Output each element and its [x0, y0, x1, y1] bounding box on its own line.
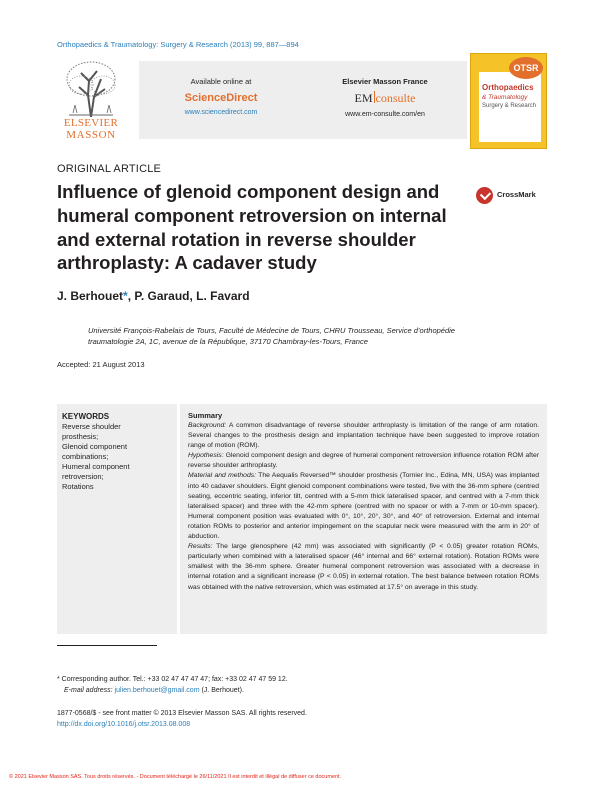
em-consulte-block — [303, 61, 467, 118]
keyword-line: Humeral component — [62, 462, 130, 471]
author-name: , L. Favard — [189, 289, 250, 303]
email-link[interactable]: julien.berhouet@gmail.com — [114, 687, 200, 694]
em-publisher-label: Elsevier Masson France — [342, 77, 428, 86]
keyword-line: prosthesis; — [62, 432, 99, 441]
elsevier-wordmark: ELSEVIER — [63, 117, 119, 129]
journal-reference[interactable]: Orthopaedics & Traumatology: Surgery & Research (2013) 99, 887—894 — [57, 40, 299, 49]
abstract-results — [188, 542, 539, 592]
sciencedirect-block — [139, 61, 303, 116]
em-consulte-link[interactable]: www.em-consulte.com/en — [345, 111, 425, 118]
keyword-line: combinations; — [62, 452, 109, 461]
hypothesis-label: Hypothesis: — [188, 452, 224, 460]
footnote-divider — [57, 645, 157, 646]
keyword-line: Rotations — [62, 482, 94, 491]
corresponding-author-link[interactable]: * — [123, 289, 128, 303]
doi-link[interactable]: http://dx.doi.org/10.1016/j.otsr.2013.08.008 — [57, 721, 191, 728]
article-type: ORIGINAL ARTICLE — [57, 163, 162, 175]
em-consulte-logo[interactable] — [303, 91, 467, 106]
results-label: Results: — [188, 543, 213, 551]
em-logo-right: consulte — [375, 91, 416, 105]
available-online-label: Available online at — [190, 77, 252, 86]
keyword-line: Reverse shoulder — [62, 422, 121, 431]
article-title: Influence of glenoid component design and humeral component retroversion on internal and external rotation in reverse shoulder arthroplasty: A cadaver study — [57, 181, 447, 274]
hypothesis-text: Glenoid component design and degree of humeral component retroversion influence rotation ROM after reverse shoulder arthroplasty. — [188, 452, 539, 470]
cover-title-line1: Orthopaedics — [482, 83, 534, 92]
otsr-badge: OTSR — [509, 57, 543, 79]
email-suffix: (J. Berhouet). — [199, 687, 244, 694]
sciencedirect-link[interactable]: www.sciencedirect.com — [184, 109, 258, 116]
abstract-panel — [180, 404, 547, 634]
download-watermark: © 2021 Elsevier Masson SAS. Tous droits réservés. - Document téléchargé le 26/11/2021 Il est interdit et illégal de diffuser ce document. — [9, 774, 342, 780]
keywords-panel — [57, 404, 177, 634]
author-name: , P. Garaud — [127, 289, 190, 303]
em-logo-divider — [374, 91, 375, 103]
em-logo-left: EM — [354, 91, 373, 105]
email-label: E-mail address: — [64, 687, 113, 694]
crossmark-label: CrossMark — [497, 190, 536, 199]
cover-title-line3: Surgery & Research — [482, 103, 537, 109]
results-text: The large glenosphere (42 mm) was associated with significantly (P < 0.05) greater rotation ROMs, particularly when combined with a lateralised spacer (46° internal and 66° external rotation). Rotation ROMs were smallest with the 36-mm sphere. Greater humeral component retroversion was associated with a decrease in internal rotation and a significant increase (P < 0.05) in external rotation. The best balance between rotation ROMs was obtained with the native retroversion, which was estimated at 17.5° on average in this study. — [188, 543, 539, 591]
sciencedirect-logo[interactable]: ScienceDirect — [184, 92, 258, 104]
cover-title-line2: & Traumatology — [482, 94, 528, 101]
availability-band — [139, 61, 467, 139]
issn-copyright: 1877-0568/$ - see front matter © 2013 Elsevier Masson SAS. All rights reserved. — [57, 710, 307, 717]
keyword-line: retroversion; — [62, 472, 104, 481]
email-note — [64, 687, 244, 694]
author-list — [57, 289, 250, 303]
abstract-methods — [188, 471, 539, 542]
background-text: A common disadvantage of reverse shoulder arthroplasty is limitation of the range of arm rotation. Several changes to the prosthesis design and implantation technique have been suggested to improve rotation range of motion (ROM). — [188, 422, 539, 450]
corresponding-author-note: * Corresponding author. Tel.: +33 02 47 47 47 47; fax: +33 02 47 47 59 12. — [57, 676, 288, 683]
journal-header — [57, 53, 547, 149]
summary-heading: Summary — [188, 411, 223, 420]
accepted-date: Accepted: 21 August 2013 — [57, 360, 145, 369]
methods-text: The Aequalis Reversed™ shoulder prosthesis (Tornier Inc., Edina, MN, USA) was implanted into 40 cadaver shoulders. Eight glenoid component combinations were tested, five with the 36-mm sphere (centred seating, eccentric seating, inferior tilt, centred with a 5-mm thick lateralised spacer, and centred with a 7-mm thick lateralised spacer) and three with the 42-mm sphere (centred with no spacer or with a 7-mm or 10-mm spacer). Humeral component position was evaluated with 0°, 10°, 20°, 30°, and 40° of retroversion. External and internal rotation ROMs to posterior and anterior impingement on the scapular neck were measured with the arm in 20° of abduction. — [188, 472, 539, 541]
keywords-heading: KEYWORDS — [62, 412, 110, 421]
journal-cover — [470, 53, 547, 149]
methods-label: Material and methods: — [188, 472, 257, 480]
background-label: Background: — [188, 422, 227, 429]
masson-wordmark: MASSON — [66, 129, 116, 141]
crossmark-button[interactable] — [476, 185, 550, 207]
affiliation: Université François-Rabelais de Tours, Faculté de Médecine de Tours, CHRU Trousseau, Service d’orthopédie traumatologie 2A, 1C, avenue de la République, 37170 Chambray-les-Tours, France — [88, 326, 455, 346]
elsevier-tree-icon — [63, 59, 119, 117]
keyword-line: Glenoid component — [62, 442, 128, 451]
elsevier-masson-logo — [57, 55, 125, 147]
crossmark-icon — [476, 187, 493, 204]
abstract-hypothesis — [188, 451, 539, 471]
author-name: J. Berhouet — [57, 289, 124, 303]
abstract-background — [188, 421, 539, 451]
